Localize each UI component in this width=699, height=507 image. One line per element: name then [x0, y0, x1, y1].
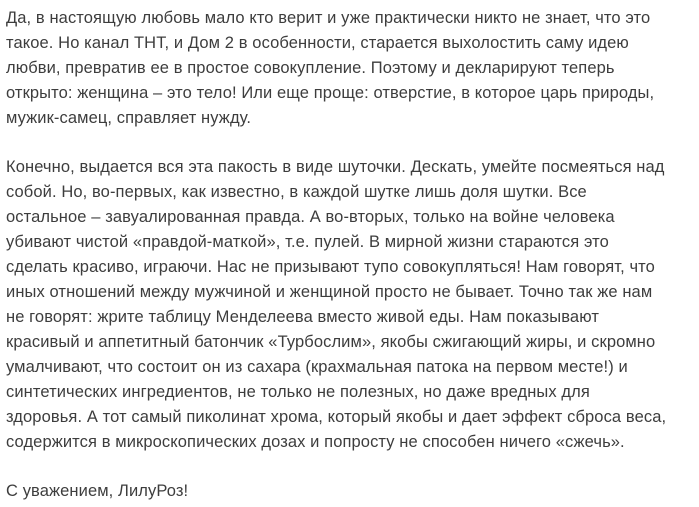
text-line: открыто: женщина – это тело! Или еще проще: отверстие, в которое царь природы, — [6, 84, 655, 102]
text-line: убивают чистой «правдой-маткой», т.е. пулей. В мирной жизни стараются это — [6, 233, 609, 251]
paragraph — [6, 6, 693, 131]
text-line: такое. Но канал ТНТ, и Дом 2 в особенности, старается выхолостить саму идею — [6, 34, 629, 52]
text-line: иных отношений между мужчиной и женщиной просто не бывает. Точно так же нам — [6, 283, 653, 301]
text-line: собой. Но, во-первых, как известно, в каждой шутке лишь доля шутки. Все — [6, 183, 587, 201]
paragraph — [6, 155, 693, 455]
text-line: С уважением, ЛилуРоз! — [6, 482, 189, 500]
text-line: содержится в микроскопических дозах и попросту не способен ничего «сжечь». — [6, 433, 625, 451]
text-line: остальное – завуалированная правда. А во-вторых, только на войне человека — [6, 208, 615, 226]
signature-paragraph — [6, 479, 693, 504]
text-line: здоровья. А тот самый пиколинат хрома, который якобы и дает эффект сброса веса, — [6, 408, 667, 426]
text-line: синтетических ингредиентов, не только не полезных, но даже вредных для — [6, 383, 590, 401]
text-line: Да, в настоящую любовь мало кто верит и уже практически никто не знает, что это — [6, 9, 651, 27]
text-line: красивый и аппетитный батончик «Турбослим», якобы сжигающий жиры, и скромно — [6, 333, 656, 351]
text-line: не говорят: жрите таблицу Менделеева вместо живой еды. Нам показывают — [6, 308, 599, 326]
text-line: Конечно, выдается вся эта пакость в виде шуточки. Дескать, умейте посмеяться над — [6, 158, 665, 176]
text-line: умалчивают, что состоит он из сахара (крахмальная патока на первом месте!) и — [6, 358, 628, 376]
text-line: любви, превратив ее в простое совокупление. Поэтому и декларируют теперь — [6, 59, 615, 77]
text-line: мужик-самец, справляет нужду. — [6, 109, 252, 127]
text-line: сделать красиво, играючи. Нас не призывают тупо совокупляться! Нам говорят, что — [6, 258, 655, 276]
